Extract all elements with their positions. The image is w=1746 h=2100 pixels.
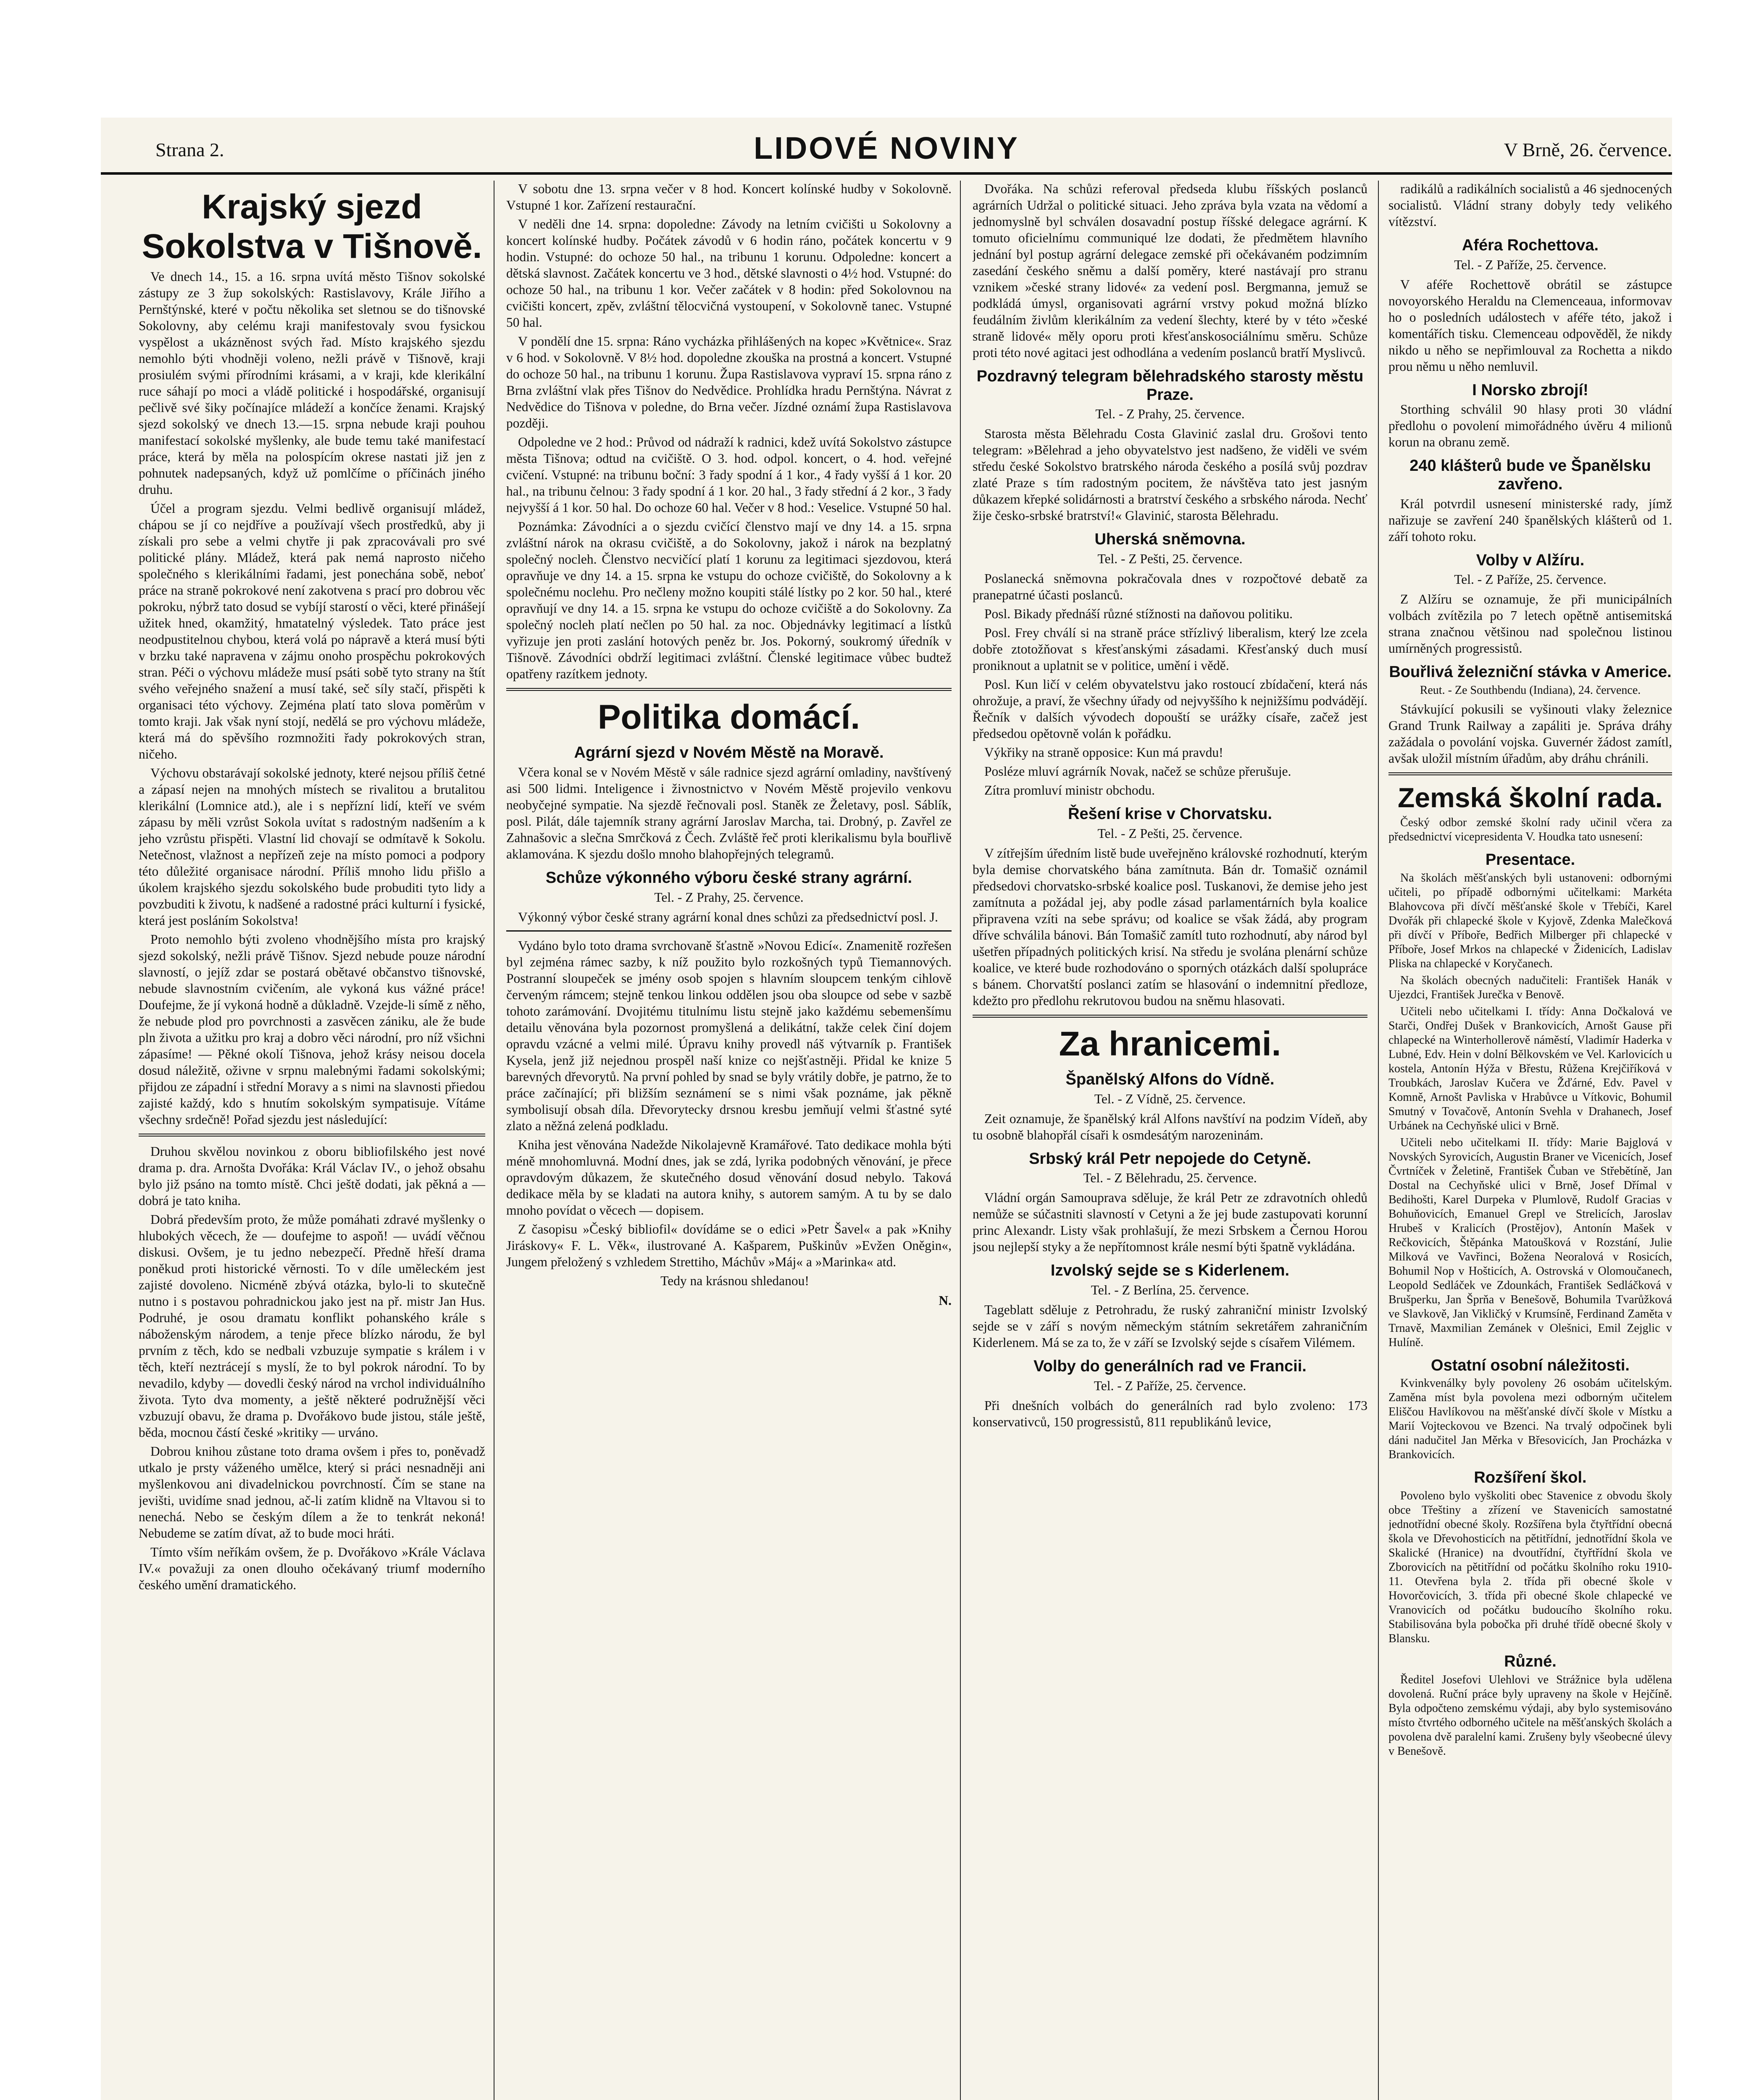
page-number: Strana 2. <box>155 139 224 160</box>
article-headline: Schůze výkonného výboru české strany agrární. <box>545 869 912 887</box>
article-paragraph: Povoleno bylo vyškoliti obec Stavenice z obvodu školy obce Třeštiny a zřízení ve Stavenicích samostatné jednotřídní obecné školy. Rozšířena byla čtyřtřídní obecná škola ve Dřevohosticích na pětitřídní, jednotřídní škola ve Skalické (Hranice) na dvoutřídní, čtyřtřídní škola ve Zborovicích na pětitřídní od počátku školního roku 1910-11. Otevřena byla 2. třída při obecné škole v Hovorčovicích, 3. třída při obecné škole chlapecké ve Vranovicích od počátku budoucího školního roku. Stabilisována byla pobočka při druhé třídě obecné školy v Blansku. <box>1388 1489 1672 1646</box>
author-signature: N. <box>939 1293 952 1308</box>
article-paragraph: Kniha jest věnována Nadežde Nikolajevně Kramářové. Tato dedikace mohla býti méně mnohomluvná. Modní dnes, jak se zdá, lyrika podobných věnování, je přece opravdovým důkazem, že skutečného dosud věnování dosud nebylo. Taková dedikace měla by se kladati na autora knihy, s autorem samým. A tu by se dalo mnoho povídat o věcech — dopisem. <box>506 1137 952 1218</box>
article-paragraph: Účel a program sjezdu. Velmi bedlivě organisují mládež, chápou se jí co nejdříve a používají všech prostředků, aby ji získali pro sebe a velmi chytře ji pak zpracovávali pro své politické plány. Mládež, která pak nemá naprosto ničeho společného s klerikálními řadami, jest ponechána sobě, neboť práce na straně pokrokové není zakotvena s prací pro dobrou věc pokroku, nýbrž tato dosud se vybíjí starostí o věci, které přinášejí užitek hned, okamžitý, hmatatelný výsledek. Tato práce jest neodpustitelnou chybou, která volá po nápravě a která musí býti v brzku také napravena v zájmu onoho prospěchu pokrokových stran. Péči o výchovu mládeže musí psáti sobě tyto strany na štít svého veřejného snažení a musí také, seč síly stačí, přispěti k organisaci této výchovy. Zejména platí tato slova poměrům v tomto kraji. Jak však nyní stojí, nedělá se pro výchovu mládeže, která má do spěvšího rozmnožiti řady pokrokových stran, ničeho. <box>139 501 485 761</box>
article-paragraph: Včera konal se v Novém Městě v sále radnice sjezd agrární omladiny, navštívený asi 500 lidmi. Inteligence i živnostnictvo v Novém Městě projevilo venkovu neobyčejné sympatie. Na sjezdě řečnovali posl. Staněk ze Želetavy, posl. Sáblík, posl. Pilát, dále tajemník strany agrární Jaroslav Marcha, tai. Drobný, p. Zavřel ze Zahnašovic a slečna Smrčková z Čech. Zvláště řeč proti klerikalismu byla bouřlivě aklamována. K sjezdu došlo mnoho blahopřejných telegramů. <box>506 764 952 861</box>
article-headline: Uherská sněmovna. <box>1094 530 1246 549</box>
article-headline: Řešení krise v Chorvatsku. <box>1068 805 1272 823</box>
article-paragraph: Poslanecká sněmovna pokračovala dnes v rozpočtové debatě za pranepatrné účasti poslanců. <box>973 571 1367 603</box>
article-paragraph: Ve dnech 14., 15. a 16. srpna uvítá město Tišnov sokolské zástupy ze 3 žup sokolských: Rastislavovy, Krále Jiřího a Pernštýnské, které v počtu několika set sletnou se do tišnovské Sokolovny, aby celému kraji manifestovaly svou fysickou vyspělost a ukázněnost svých řad. Místo krajského sjezdu nemohlo býti vhodněji voleno, nežli právě v Tišnově, kraji prosiulém svými přírodními krásami, a v kraji, kde klerikální ruce sáhají po moci a vládě politické i hospodářské, organisují pečlivě své šiky počínajíce mládeží a končíce ženami. Krajský sjezd sokolský ve dnech 13.—15. srpna nebude kraji pouhou manifestací sokolské myšlenky, ale bude temu také manifestací práce, která by měla na polospícím okrese nastati již jen z pohnutek nadepsaných, když už pomlčíme o příčinách jiného druhu. <box>139 269 485 497</box>
divider <box>1388 772 1672 775</box>
column-rule <box>1378 181 1379 2100</box>
divider <box>506 688 952 691</box>
article-paragraph: Z Alžíru se oznamuje, že při municipálních volbách zvítězila po 7 letech opětně antisemitská strana značnou většinou nad společnou listinou umírněných progressistů. <box>1388 592 1672 656</box>
column-1 <box>139 181 485 2100</box>
article-headline: Ostatní osobní náležitosti. <box>1431 1356 1630 1374</box>
article-headline: Presentace. <box>1485 851 1575 869</box>
article-paragraph: Zítra promluví ministr obchodu. <box>984 783 1155 798</box>
article-headline: Srbský král Petr nepojede do Cetyně. <box>1029 1150 1311 1168</box>
article-paragraph: Vládní orgán Samouprava sděluje, že král Petr ze zdravotních ohledů nemůže se súčastniti slavností v Cetyni a že jej bude zastupovati korunní princ Alexandr. Listy však prohlašují, že mezi Srbskem a Černou Horou jsou nejlepší styky a že nepřítomnost krále nesmí býti špatně vykládána. <box>973 1190 1367 1255</box>
article-paragraph: Na školách obecných nadučiteli: František Hanák v Ujezdci, František Jurečka v Benově. <box>1388 974 1672 1001</box>
article-headline: Bouřlivá železniční stávka v Americe. <box>1389 663 1672 681</box>
article-paragraph: Výkonný výbor české strany agrární konal dnes schůzi za předsednictví posl. J. <box>518 909 938 924</box>
headline-sokol-sjezd: Krajský sjezd Sokolstva v Tišnově. <box>142 188 482 266</box>
article-paragraph: Posl. Kun ličí v celém obyvatelstvu jako rostoucí zbídačení, která nás ohrožuje, a praví, že všechny úřady od nejvyššího k nejnižšímu podvádějí. Řečník v dalších vývodech dopouští se urážky císaře, začež jest předsedou opětovně volán k pořádku. <box>973 677 1367 741</box>
article-paragraph: Vydáno bylo toto drama svrchovaně šťastně »Novou Edicí«. Znamenitě rozřešen byl zejména rámec sazby, k níž použito bylo rozkošných typů Tiemannových. Postranní sloupeček se jmény osob spojen s hlavním sloupcem tenkým cihlově červeným rámcem; stejně tenkou linkou oddělen jsou oba sloupce od sebe v sazbě tohoto zarámování. Dvojitému titulnímu listu stejně jako každému sebemenšímu detailu věnována byla pozornost promyšlená a delikátní, takže celek činí dojem opravdu vzácné a velmi milé. Úpravu knihy provedl náš výtvarník p. František Kysela, jenž již nejednou prospěl naší knize co nejšťastněji. Přidal ke knize 5 barevných dřevorytů. Na první pohled by snad se byly vrátily dobře, je patrno, že to práce začínající; při bližším seznámení se s nimi však poznáme, jak pěkně symbolisují obsah díla. Dřevorytecky drsnou kresbu jemňují velmi šťastné syté zlato a něžná zelená podkladu. <box>506 938 952 1133</box>
dateline-tel: Tel. - Z Vídně, 25. července. <box>1094 1091 1246 1106</box>
article-paragraph: Výkřiky na straně opposice: Kun má pravdu! <box>984 745 1223 760</box>
article-paragraph: Ředitel Josefovi Ulehlovi ve Strážnice byla udělena dovolená. Ruční práce byly upraveny na škole v Hejčíně. Byla odpočteno zemskému výdaji, aby bylo systemisováno místo čtvrtého odborného učitele na měšťanských školách a povolena dvě paralelní kami. Zrušeny byly všeobecné úlevy v Benešově. <box>1388 1673 1672 1758</box>
article-paragraph: V zítřejším úředním listě bude uveřejněno královské rozhodnutí, kterým byla demise chorvatského bána zamítnuta. Bán dr. Tomašič oznámil předsedovi chorvatsko-srbské koalice posl. Tuskanovi, že demise jeho jest zamítnuta a požádal jej, aby podle zásad parlamentárních byla koalice připravena vzíti na sebe správu; od koalice se však žádá, aby program dříve schválila bánovi. Bán Tomašič zamítl tuto rozhodnutí, aby národ byl ušetřen případných politických krisí. Na středu je svolána plenární schůze koalice, ve které bude rozhodováno o sporných otázkách další spolupráce s bánem. Chorvatští poslanci zatím se hlasování o indemnitní předloze, kdežto pro předlohu rekrutovou budou na sněmu hlasovati. <box>973 845 1367 1008</box>
article-headline: Izvolský sejde se s Kiderlenem. <box>1050 1262 1290 1280</box>
article-headline: Španělský Alfons do Vídně. <box>1065 1071 1275 1089</box>
article-headline: Volby v Alžíru. <box>1476 551 1585 569</box>
dateline-tel: Reut. - Ze Southbendu (Indiana), 24. července. <box>1420 684 1641 697</box>
column-3 <box>973 181 1367 2100</box>
newspaper-page <box>101 118 1672 2100</box>
article-paragraph: Dobrá především proto, že může pomáhati zdravé myšlenky o hlubokých věcech, že — doufejme to aspoň! — uvádí věčnou diskusi. Ovšem, je tu jedno nebezpečí. Předně hřeší drama poněkud proti historické věrnosti. To v díle uměleckém jest zajisté dovoleno. Nicméně zbývá otázka, bylo-li to skutečně nutno i s postavou pohradnickou jako jest na př. mistr Jan Hus. Podruhé, je osou dramatu konflikt pohanského krále s náboženským národem, a tenje přece blízko národu, že byl prvním z těch, kdo se nedbali vzbuzuje sympatie s králem i v těch, kteří neztrácejí s myslí, že to byl pokrok národní. To by nevadilo, kdyby — dovedli český národ na vrchol individuálního života. Tyto dva momenty, a ještě některé podružnější věci vzbuzují obavu, že drama p. Dvořákovo bude jistou, stále ještě, běda, mocnou částí české »kritiky — urváno. <box>139 1212 485 1440</box>
section-za-hranicemi: Za hranicemi. <box>1059 1024 1281 1063</box>
article-closing: Tedy na krásnou shledanou! <box>660 1273 809 1288</box>
article-paragraph: Výchovu obstarávají sokolské jednoty, které nejsou příliš četné a zápasí nejen na mnohých místech se rivalitou a brutalitou klerikální (Lomnice atd.), ale i s nepřízní lidí, kteří ve svém zápasu by měli vzrůst Sokola uvítat s radostným nadšením a k jeho vzrůstu přispěti. Vlastní lid chovají se odmítavě k Sokolu. Netečnost, vlažnost a nepřízeň zeje na místo pomoci a podpory této důležité organisace národní. Příliš mnoho lidu přišlo a úkolem krajského sjezdu sokolského bude probuditi tyto lidy a povzbuditi k životu, k nadšené a radostné práci kulturní i fysické, která jest posláním Sokolstva! <box>139 765 485 928</box>
article-paragraph: radikálů a radikálních socialistů a 46 sjednocených socialistů. Vládní strany dobyly tedy velikého vítězství. <box>1388 181 1672 229</box>
dateline: V Brně, 26. července. <box>1504 139 1672 160</box>
dateline-tel: Tel. - Z Paříže, 25. července. <box>1094 1378 1246 1393</box>
article-paragraph: Zeit oznamuje, že španělský král Alfons navštíví na podzim Vídeň, aby tu osobně blahopřál císaři k osmdesátým narozeninám. <box>973 1111 1367 1142</box>
newspaper-title: LIDOVÉ NOVINY <box>754 131 1019 165</box>
article-paragraph: Český odbor zemské školní rady učinil včera za předsednictví vicepresidenta V. Houdka tato usnesení: <box>1388 816 1672 844</box>
article-paragraph: V sobotu dne 13. srpna večer v 8 hod. Koncert kolínské hudby v Sokolovně. Vstupné 1 kor. Zařízení restaurační. <box>506 181 952 213</box>
article-headline: Aféra Rochettova. <box>1462 236 1599 254</box>
article-paragraph: Tageblatt sděluje z Petrohradu, že ruský zahraniční ministr Izvolský sejde se v září s novým německým státním sekretářem zahraničním Kiderlenem. Má se za to, že v září se Izvolský sejde s císařem Vilémem. <box>973 1302 1367 1350</box>
divider <box>973 1015 1367 1018</box>
dateline-tel: Tel. - Z Bělehradu, 25. července. <box>1083 1171 1257 1186</box>
article-paragraph: V neděli dne 14. srpna: dopoledne: Závody na letním cvičišti u Sokolovny a koncert kolínské hudby. Počátek závodů v 6 hodin ráno, počátek koncertu v 9 hodin. Vstupné: do ochoze 50 hal., na tribunu 1 korunu. Odpoledne: koncert a dětská slavnost. Začátek koncertu ve 3 hod., dětské slavnosti o 4½ hod. Vstupné: do ochoze 50 hal., na tribunu 1 kor. Večer začátek v 8 hodin: před Sokolovnou na cvičišti koncert, zpěv, zvláštní tělocvičná vystoupení, v Sokolovně tanec. Vstupné 50 hal. <box>506 217 952 330</box>
article-paragraph: Král potvrdil usnesení ministerské rady, jímž nařizuje se zavření 240 španělských klášterů od 1. září tohoto roku. <box>1388 496 1672 544</box>
article-paragraph: Posl. Frey chválí si na straně práce střízlivý liberalism, který lze zcela dobře ztotožňovat s křesťanskými zásadami. Křesťanský duch musí proniknout a uplatnit se v politice, umění i vědě. <box>973 625 1367 673</box>
article-paragraph: Učiteli nebo učitelkami II. třídy: Marie Bajglová v Novských Syrovicích, Augustin Braner ve Vicenicích, Josef Čvrtníček v Želetině, František Čuban ve Střebětíně, Jan Dostal na Cechyňské ulici v Brně, Josef Dřímal v Bedihošti, Karel Durpeka v Plumlově, Rudolf Gracias v Bohuňovicích, Emanuel Grepl ve Strelicích, Jaroslav Hrubeš v Kralicích (Prostějov), Antonín Mašek v Rečkovicích, Štěpánka Matoušková v Rozstání, Julie Milková ve Vavřinci, Božena Neoralová v Rosicích, Bohumil Nop v Hošticích, A. Ostrovská v Olomoučanech, Leopold Sedláček ve Zdounkách, František Sedláčková v Brušperku, Jan Šprňa v Benešově, Bohumila Tvarůžková ve Slavkově, Jan Vikličký v Krumsíně, Ferdinand Zaměta v Trnavě, Maxmilian Zemánek v Olešnici, Emil Zejglic v Hulíně. <box>1388 1136 1672 1349</box>
article-paragraph: V aféře Rochettově obrátil se zástupce novoyorského Heraldu na Clemenceaua, informovav ho o posledních událostech v aféře této, jakož i komentářích tisku. Clemenceau odpověděl, že nikdy nikdo u něho se nepřimlouval za Rochetta a nikdo prou němu u něho nemluvil. <box>1388 277 1672 374</box>
column-4 <box>1388 181 1672 2100</box>
article-headline: Agrární sjezd v Novém Městě na Moravě. <box>574 744 884 762</box>
article-paragraph: Starosta města Bělehradu Costa Glavinić zaslal dru. Grošovi tento telegram: »Bělehrad a jeho obyvatelstvo jest nadšeno, že viděli ve svém středu české Sokolstvo bratrského národa českého a posílá svůj pozdrav zlaté Praze s tím radostným pocitem, že návštěva tato jest jasným důkazem křepké solidárnosti a bratrství českého a srbského národa. Nechť žije česko-srbské bratrství!« Glavinić, starosta Bělehradu. <box>973 426 1367 523</box>
article-paragraph: Poznámka: Závodníci a o sjezdu cvičící členstvo mají ve dny 14. a 15. srpna zvláštní nárok na okrasu cvičiště, a do Sokolovny, jakož i nárok na bezplatný společný nocleh. Členstvo necvičící platí 1 korunu za legitimaci sjezdovou, která opravňuje ve dny 14. a 15. srpna ke vstupu do ochoze cvičiště, do Sokolovny a k společnému noclehu. Pro nečleny možno koupiti stálé lístky po 2 kor. 50 hal., které opravňují ve dny 14. a 15. srpna ke vstupu do ochoze cvičiště a do Sokolovny. Za společný nocleh platí nečlen po 50 hal. za noc. Objednávky legitimací a lístků vyřizuje jen proti zaslání hotových peněz br. Jos. Pokorný, soukromý úředník v Tišnově. Závodníci obdrží legitimaci zvláštní. Členské legitimace vůbec budtež opatřeny razítkem jednoty. <box>506 519 952 681</box>
divider <box>139 1134 485 1137</box>
article-headline: Rozšíření škol. <box>1474 1469 1587 1487</box>
article-paragraph: Dobrou knihou zůstane toto drama ovšem i přes to, poněvadž utkalo je prsty váženého umělce, který si práci nesnadněji ani myšlenkovou ani divadelnickou povrchností. Čím se stane na jevišti, uvidíme snad jednou, ač-li zatím klidně na Vltavou si to nenechá. Nebo se českým dílem a že to tenkrát nekoná! Nebudeme se zatím dívat, až to bude moci hráti. <box>139 1444 485 1541</box>
article-paragraph: Posléze mluví agrárník Novak, načež se schůze přerušuje. <box>984 764 1291 779</box>
article-headline: I Norsko zbrojí! <box>1472 381 1588 399</box>
article-headline: Pozdravný telegram bělehradského starosty městu Praze. <box>976 368 1364 404</box>
article-paragraph: Z časopisu »Český bibliofil« dovídáme se o edici »Petr Šavel« a pak »Knihy Jiráskovy« F. L. Věk«, ilustrované A. Kašparem, Puškinův »Evžen Oněgin«, Jungem přeložený s vzhledem Strettiho, Máchův »Máj« a »Marinka« atd. <box>506 1221 952 1269</box>
article-paragraph: Tímto vším neříkám ovšem, že p. Dvořákovo »Krále Václava IV.« považuji za onen dlouho očekávaný triumf moderního českého umění dramatického. <box>139 1544 485 1592</box>
article-paragraph: Posl. Bikady přednáší různé stížnosti na daňovou politiku. <box>984 606 1293 622</box>
column-rule <box>960 181 961 2100</box>
article-paragraph: Stávkující pokusili se vyšinouti vlaky železnice Grand Trunk Railway a zapáliti je. Správa dráhy zažádala o povolání vojska. Guvernér žádost zamítl, avšak uložil místním úřadům, aby dráhu chránili. <box>1388 702 1672 766</box>
article-paragraph: Odpoledne ve 2 hod.: Průvod od nádraží k radnici, kdež uvítá Sokolstvo zástupce města Tišnova; odtud na cvičiště. O 3. hod. odpol. koncert, o 4. hod. veřejné cvičení. Vstupné: na tribunu boční: 3 řady spodní á 1 kor., 4 řady vyšší á 1 kor. 20 hal., na tribunu čelnou: 3 řady spodní á 1 kor. 20 hal., 3 řady střední á 2 kor., 3 řady nejvyšší á 1 kor. 50 hal. Do ochoze 60 hal. Večer v 8 hod.: Veselice. Vstupné 50 hal. <box>506 435 952 515</box>
divider <box>506 930 952 932</box>
dateline-tel: Tel. - Z Prahy, 25. července. <box>654 890 804 905</box>
article-paragraph: Kvinkvenálky byly povoleny 26 osobám učitelským. Zaměna míst byla povolena mezi odborným učitelem Eliščou Havlíkovou na měšťanské dívčí škole v Místku a Marií Vojteckovou ve Bzenci. Na trvalý odpočinek byli dáni nadučitel Jan Měrka v Břesovicích, Jan Procházka v Brankovicích. <box>1388 1377 1672 1462</box>
section-zemska-skolni-rada: Zemská školní rada. <box>1398 782 1663 814</box>
section-politika-domaci: Politika domácí. <box>597 698 860 736</box>
article-paragraph: Dvořáka. Na schůzi referoval předseda klubu říšských poslanců agrárních Udržal o politické situaci. Jeho zpráva byla vzata na vědomí a jednomyslně byl schválen dosavadní postup říšské delegace agrární. K tomuto oficielnímu communiqué lze dodati, že předmětem hlavního jednání byl postup agrární delegace zemské při očekávaném podzimním zasedání českého sněmu a další poměry, které nastávají pro stranu vznikem »české strany lidové« za vedení posl. Bergmanna, jemuž se podkládá úmysl, organisovati agrární vrstvy pokud možná blízko feudálním živlům klerikálním za vedení šlechty, které by v této »české straně lidové« měly oporu proti křesťanskosociálnímu směru. Schůze proti této nové agitaci jest odhodlána a vedením poslanců bratří Myslivců. <box>973 181 1367 360</box>
article-headline: Volby do generálních rad ve Francii. <box>1033 1357 1307 1376</box>
article-paragraph: Storthing schválil 90 hlasy proti 30 vládní předlohu o povolení mimořádného úvěru 4 milionů korun na obranu země. <box>1388 402 1672 450</box>
article-paragraph: Učiteli nebo učitelkami I. třídy: Anna Dočkalová ve Starči, Ondřej Dušek v Brankovicích, Arnošt Gause při chlapecké na Winterhollerově náměstí, Vladimír Haderka v Lubné, Edv. Hein v dolní Bělkovském ve Vel. Karlovicích u kostela, Antonín Hýža v Břestu, Růžena Krejčiříková v Troubkách, Jaroslav Kučera ve Žďárné, Edv. Pavel v Komně, Arnošt Pavliska v Hrabůvce u Vítkovic, Bohumil Smutný v Tovačově, Antonín Svehla v Drahanech, Josef Urbánek na Cechyňské ulici v Brně. <box>1388 1005 1672 1132</box>
article-paragraph: Na školách měšťanských byli ustanoveni: odbornými učiteli, po případě odbornými učitelkami: Markéta Blahovcova při dívčí měšťanské škole v Třebíči, Karel Dvořák při chlapecké škole v Kyjově, Zdenka Malečková při dívčí v Příboře, Bedřich Milberger při chlapecké v Příboře, Josef Mrkos na chlapecké v Židenicích, Ladislav Pliska na chlapecké v Koryčanech. <box>1388 871 1672 970</box>
dateline-tel: Tel. - Z Paříže, 25. července. <box>1454 572 1607 587</box>
article-headline: 240 klášterů bude ve Španělsku zavřeno. <box>1409 457 1651 494</box>
dateline-tel: Tel. - Z Paříže, 25. července. <box>1454 257 1607 272</box>
article-paragraph: Proto nemohlo býti zvoleno vhodnějšího místa pro krajský sjezd sokolský, nežli právě Tišnov. Sjezd nebude pouze národní slavností, o jejíž zdar se postará obětavé občanstvo tišnovské, nebude slavnostním cvičením, ale vykoná kus vážné práce! Doufejme, že jí vykoná hodně a důkladně. Vzejde-li símě z něho, že nebude plod pro povrchnosti a zasvěcen zániku, ale že bude pln života a užitku pro kraj a dobro věci národní, pro níž všichni zápasíme! — Pěkné okolí Tišnova, jehož krásy neisou docela dosud náležitě, oživne v srpnu malebnými řadami sokolskými; přijdou ze západní i střední Moravy a s nimi na slavnosti přiedou zajisté každý, kdo s hnutím sokolským sympatisuje. Vítáme všechny srdečně! Pořad sjezdu jest následující: <box>139 932 485 1127</box>
article-paragraph: Druhou skvělou novinkou z oboru bibliofilského jest nové drama p. dra. Arnošta Dvořáka: Král Václav IV., o jehož obsahu bylo již psáno na tomto místě. Chci ještě dodati, jak pěkná a — dobrá je tato kniha. <box>139 1144 485 1208</box>
column-2 <box>506 181 952 2100</box>
dateline-tel: Tel. - Z Berlína, 25. července. <box>1091 1283 1249 1298</box>
dateline-tel: Tel. - Z Pešti, 25. července. <box>1097 551 1243 567</box>
article-paragraph: V pondělí dne 15. srpna: Ráno vycházka přihlášených na kopec »Květnice«. Sraz v 6 hod. v Sokolovně. V 8½ hod. dopoledne zkouška na prostná a koncert. Vstupné do ochoze 50 hal., na tribunu 1 korunu. Župa Rastislavova vypraví 15. srpna ráno z Brna zvláštní vlak přes Tišnov do Nedvědice. Prohlídka hradu Pernštýna. Návrat z Nedvědice do Tišnova v poledne, do Brna večer. Jízdné oznámí župa Rastislavova později. <box>506 334 952 430</box>
article-paragraph: Při dnešních volbách do generálních rad bylo zvoleno: 173 konservativců, 150 progressistů, 811 republikánů levice, <box>973 1398 1367 1429</box>
dateline-tel: Tel. - Z Prahy, 25. července. <box>1095 407 1245 422</box>
dateline-tel: Tel. - Z Pešti, 25. července. <box>1097 826 1243 841</box>
article-headline: Různé. <box>1504 1653 1557 1671</box>
masthead <box>101 118 1672 175</box>
